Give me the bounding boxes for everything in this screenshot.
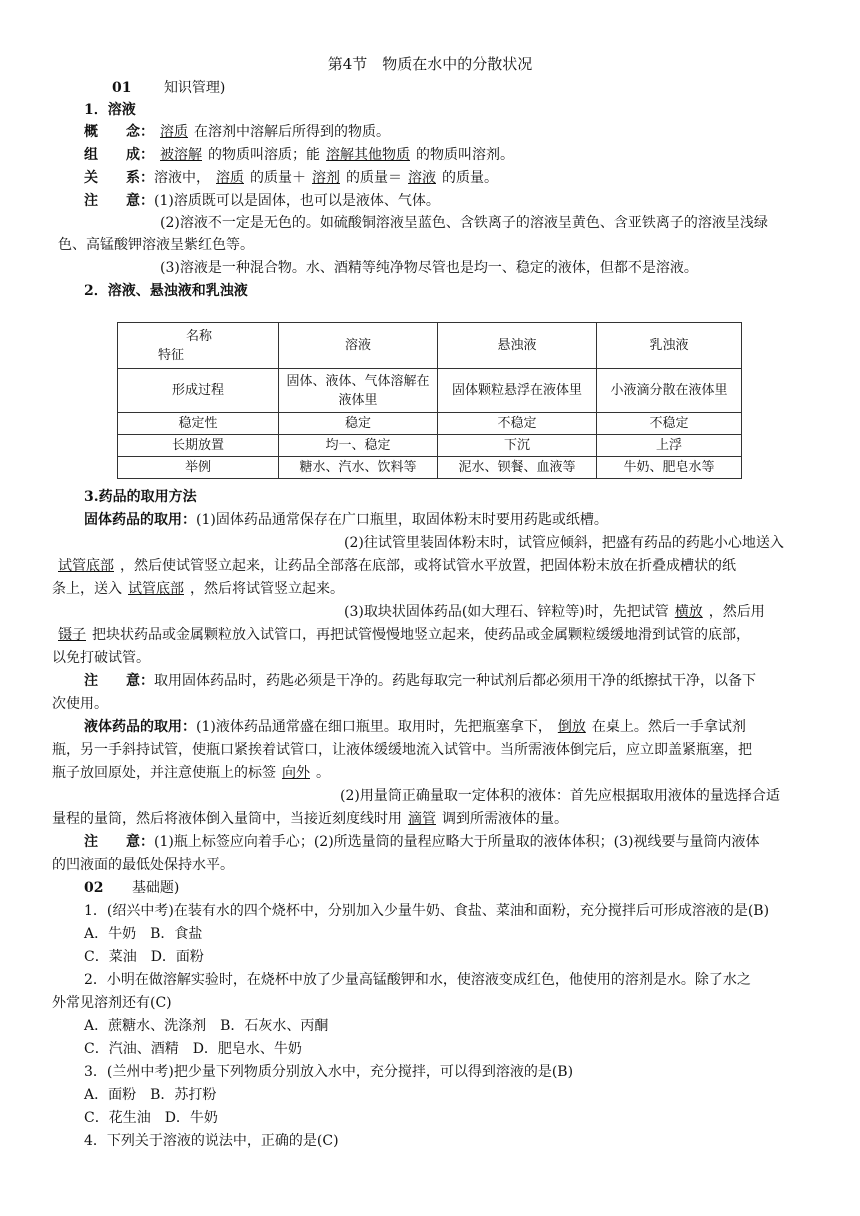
table-cell: 稳定: [279, 413, 438, 435]
note-line: [84, 832, 760, 852]
table-cell: 下沉: [438, 435, 597, 457]
corner-label: 特征: [158, 347, 185, 363]
column-header: 溶液: [279, 323, 438, 369]
note-text: (3)溶液是一种混合物。水、酒精等纯净物尽管也是均一、稳定的液体，但都不是溶液。: [160, 260, 698, 276]
question-options: C．花生油 D．牛奶: [84, 1110, 218, 1126]
note-label: 注 意：: [84, 834, 154, 850]
table-cell: 不稳定: [597, 413, 742, 435]
heading-reagents: 3.药品的取用方法: [84, 489, 197, 505]
question-stem: 4．下列关于溶液的说法中，正确的是(C): [84, 1133, 339, 1149]
solid-line: [52, 625, 750, 645]
corner-label: 名称: [186, 328, 213, 344]
concept-line: [84, 122, 390, 142]
row-label: 长期放置: [118, 435, 279, 457]
blank-answer: 溶剂: [312, 170, 340, 186]
question-options: C．汽油、酒精 D．肥皂水、牛奶: [84, 1041, 302, 1057]
relation-text: 溶液中，: [154, 170, 210, 186]
blank-answer: 溶解其他物质: [326, 147, 410, 163]
table-cell: 固体、液体、气体溶解在液体里: [279, 369, 438, 413]
liquid-text: (1)液体药品通常盛在细口瓶里。取用时，先把瓶塞拿下，: [196, 719, 552, 735]
solid-line: [52, 579, 344, 599]
note-text: (1)溶质既可以是固体，也可以是液体、气体。: [154, 193, 440, 209]
solid-text: (1)固体药品通常保存在广口瓶里，取固体粉末时要用药匙或纸槽。: [196, 512, 608, 528]
section-basic: [84, 878, 179, 898]
solid-line: [52, 556, 736, 576]
table-cell: 固体颗粒悬浮在液体里: [438, 369, 597, 413]
composition-text: 的物质叫溶质；能: [208, 147, 320, 163]
blank-answer: 被溶解: [160, 147, 202, 163]
row-label: 稳定性: [118, 413, 279, 435]
blank-answer: 横放: [674, 604, 703, 620]
section-label: 基础题): [131, 880, 180, 896]
note-label: 注 意：: [84, 193, 154, 209]
relation-text: 的质量。: [442, 170, 498, 186]
solid-label: 固体药品的取用：: [84, 512, 196, 528]
table-corner-cell: [118, 323, 279, 369]
table-cell: 均一、稳定: [279, 435, 438, 457]
row-label: 形成过程: [118, 369, 279, 413]
table-cell: 小液滴分散在液体里: [597, 369, 742, 413]
composition-text: 的物质叫溶剂。: [416, 147, 514, 163]
section-knowledge: [112, 78, 225, 98]
heading-solution: 1．溶液: [84, 102, 136, 118]
section-label: 知识管理): [163, 80, 226, 96]
note-label: 注 意：: [84, 673, 154, 689]
question-options: C．菜油 D．面粉: [84, 949, 204, 965]
blank-answer: 溶质: [216, 170, 244, 186]
relation-text: 的质量＝: [346, 170, 402, 186]
table-cell: 不稳定: [438, 413, 597, 435]
concept-text: 在溶剂中溶解后所得到的物质。: [194, 124, 390, 140]
composition-label: 组 成：: [84, 147, 154, 163]
heading-mixtures: 2．溶液、悬浊液和乳浊液: [84, 283, 248, 299]
blank-answer: 滴管: [408, 811, 436, 827]
liquid-text: 在桌上。然后一手拿试剂: [591, 719, 746, 735]
solid-text: 把块状药品或金属颗粒放入试管口，再把试管慢慢地竖立起来，使药品或金属颗粒缓缓地滑到试管的底部，: [92, 627, 750, 643]
section-number: 01: [112, 80, 132, 96]
solid-text: (2)往试管里装固体粉末时，试管应倾斜，把盛有药品的药匙小心地送入: [344, 535, 784, 551]
composition-line: [84, 145, 514, 165]
liquid-text: 量程的量筒，然后将液体倒入量筒中，当接近刻度线时用: [52, 811, 402, 827]
comparison-table: [117, 322, 742, 479]
solid-text: ，然后将试管竖立起来。: [190, 581, 344, 597]
page-title: 第4节 物质在水中的分散状况: [327, 55, 533, 73]
row-label: 举例: [118, 457, 279, 479]
note-text: 色、高锰酸钾溶液呈紫红色等。: [58, 237, 254, 253]
question-stem: 2．小明在做溶解实验时，在烧杯中放了少量高锰酸钾和水，使溶液变成红色，他使用的溶剂是水。除了水之: [84, 972, 751, 988]
table-row: [118, 413, 742, 435]
table-cell: 糖水、汽水、饮料等: [279, 457, 438, 479]
liquid-text: 瓶，另一手斜持试管，使瓶口紧挨着试管口，让液体缓缓地流入试管中。当所需液体倒完后，应立即盖紧瓶塞，把: [52, 742, 752, 758]
section-number: 02: [84, 880, 104, 896]
blank-answer: 向外: [282, 765, 310, 781]
question-stem: 3．(兰州中考)把少量下列物质分别放入水中，充分搅拌，可以得到溶液的是(B): [84, 1064, 574, 1080]
blank-answer: 镊子: [58, 627, 86, 643]
table-row: [118, 457, 742, 479]
column-header: 乳浊液: [597, 323, 742, 369]
note-text: 次使用。: [52, 696, 108, 712]
note-text: (2)溶液不一定是无色的。如硫酸铜溶液呈蓝色、含铁离子的溶液呈黄色、含亚铁离子的溶液呈浅绿: [160, 215, 768, 231]
question-options: A．牛奶 B．食盐: [84, 926, 203, 942]
liquid-label: 液体药品的取用：: [84, 719, 196, 735]
liquid-text: 调到所需液体的量。: [442, 811, 568, 827]
solid-text: 以免打破试管。: [52, 650, 150, 666]
solid-text: ，然后使试管竖立起来，让药品全部落在底部，或将试管水平放置，把固体粉末放在折叠成槽状的纸: [120, 558, 736, 574]
liquid-text: 。: [316, 765, 330, 781]
blank-answer: 溶质: [160, 124, 188, 140]
relation-line: [84, 168, 498, 188]
question-stem: 外常见溶剂还有(C): [52, 995, 172, 1011]
liquid-line: [84, 717, 746, 737]
note-line: [84, 191, 440, 211]
solid-line: [344, 602, 765, 622]
question-stem: 1．(绍兴中考)在装有水的四个烧杯中，分别加入少量牛奶、食盐、菜油和面粉，充分搅拌后可形成溶液的是(B): [84, 903, 770, 919]
note-text: 的凹液面的最低处保持水平。: [52, 857, 234, 873]
concept-label: 概 念：: [84, 124, 154, 140]
liquid-line: [52, 809, 568, 829]
table-row: [118, 435, 742, 457]
question-options: A．面粉 B．苏打粉: [84, 1087, 217, 1103]
blank-answer: 溶液: [408, 170, 436, 186]
note-text: 取用固体药品时，药匙必须是干净的。药匙每取完一种试剂后都必须用干净的纸擦拭干净，以备下: [154, 673, 756, 689]
note-line: [84, 671, 756, 691]
table-cell: 泥水、钡餐、血液等: [438, 457, 597, 479]
relation-label: 关 系：: [84, 170, 154, 186]
table-header-row: [118, 323, 742, 369]
question-options: A．蔗糖水、洗涤剂 B．石灰水、丙酮: [84, 1018, 329, 1034]
solid-text: ，然后用: [708, 604, 765, 620]
blank-answer: 试管底部: [58, 558, 114, 574]
note-text: (1)瓶上标签应向着手心；(2)所选量筒的量程应略大于所量取的液体体积；(3)视线要与量筒内液体: [154, 834, 760, 850]
table-cell: 上浮: [597, 435, 742, 457]
liquid-text: 瓶子放回原处，并注意使瓶上的标签: [52, 765, 276, 781]
table-cell: 牛奶、肥皂水等: [597, 457, 742, 479]
solid-line: [84, 510, 608, 530]
blank-answer: 倒放: [557, 719, 586, 735]
table-row: [118, 369, 742, 413]
liquid-text: (2)用量筒正确量取一定体积的液体：首先应根据取用液体的量选择合适: [340, 788, 780, 804]
liquid-line: [52, 763, 330, 783]
solid-text: (3)取块状固体药品(如大理石、锌粒等)时，先把试管: [344, 604, 669, 620]
solid-text: 条上，送入: [52, 581, 122, 597]
blank-answer: 试管底部: [128, 581, 184, 597]
relation-text: 的质量＋: [250, 170, 306, 186]
column-header: 悬浊液: [438, 323, 597, 369]
